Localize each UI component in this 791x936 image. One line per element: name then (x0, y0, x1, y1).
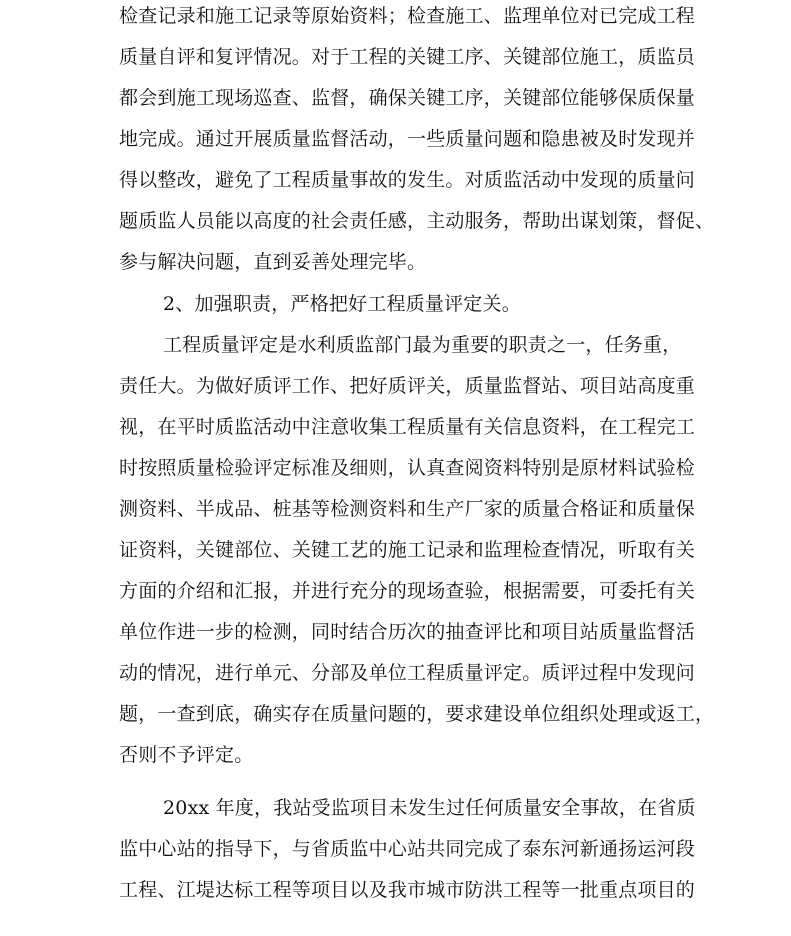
text-line: 测资料、半成品、桩基等检测资料和生产厂家的质量合格证和质量保 (119, 498, 696, 520)
text-line: 参与解决问题，直到妥善处理完毕。 (119, 251, 427, 273)
text-line: 都会到施工现场巡查、监督，确保关键工序，关键部位能够保质保量 (119, 87, 696, 109)
text-line: 时按照质量检验评定标准及细则，认真查阅资料特别是原材料试验检 (119, 457, 696, 479)
text-line: 单位作进一步的检测，同时结合历次的抽查评比和项目站质量监督活 (119, 621, 696, 643)
text-line: 工程质量评定是水利质监部门最为重要的职责之一，任务重， (163, 334, 682, 356)
text-line: 证资料，关键部位、关键工艺的施工记录和监理检查情况，听取有关 (119, 539, 696, 561)
text-line: 监中心站的指导下，与省质监中心站共同完成了泰东河新通扬运河段 (119, 838, 696, 860)
text-line: 工程、江堤达标工程等项目以及我市城市防洪工程等一批重点项目的 (119, 879, 696, 901)
text-line: 地完成。通过开展质量监督活动，一些质量问题和隐患被及时发现并 (119, 128, 696, 150)
section-heading: 2、加强职责，严格把好工程质量评定关。 (163, 293, 521, 315)
text-line: 动的情况，进行单元、分部及单位工程质量评定。质评过程中发现问 (119, 662, 696, 684)
text-line: 题，一查到底，确实存在质量问题的，要求建设单位组织处理或返工， (119, 703, 715, 725)
text-line: 质量自评和复评情况。对于工程的关键工序、关键部位施工，质监员 (119, 46, 696, 68)
text-line: 方面的介绍和汇报，并进行充分的现场查验，根据需要，可委托有关 (119, 580, 696, 602)
text-line: 20xx 年度，我站受监项目未发生过任何质量安全事故，在省质 (163, 797, 696, 819)
text-line: 检查记录和施工记录等原始资料；检查施工、监理单位对已完成工程 (119, 5, 696, 27)
text-line: 得以整改，避免了工程质量事故的发生。对质监活动中发现的质量问 (119, 169, 696, 191)
text-line: 视，在平时质监活动中注意收集工程质量有关信息资料，在工程完工 (119, 416, 696, 438)
text-line: 否则不予评定。 (119, 744, 254, 766)
text-line: 责任大。为做好质评工作、把好质评关，质量监督站、项目站高度重 (119, 375, 696, 397)
text-line: 题质监人员能以高度的社会责任感，主动服务，帮助出谋划策，督促、 (119, 210, 715, 232)
